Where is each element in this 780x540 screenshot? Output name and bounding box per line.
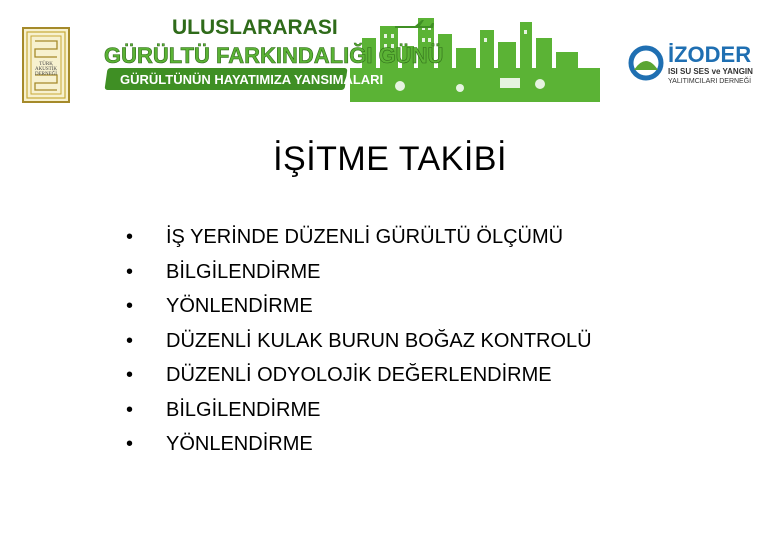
bullet-icon: • [126, 398, 134, 421]
list-item [126, 295, 592, 330]
logo-text-1: TÜRK [39, 62, 53, 67]
izoder-sub2: YALITIMCILARI DERNEĞİ [668, 78, 752, 85]
list-item-text: DÜZENLİ ODYOLOJİK DEĞERLENDİRME [166, 364, 552, 386]
bullet-icon: • [126, 226, 134, 248]
slide-title: İŞİTME TAKİBİ [273, 140, 507, 178]
izoder-sub1: ISI SU SES ve YANGIN [668, 67, 753, 76]
bullet-icon: • [126, 433, 134, 455]
list-item [126, 330, 592, 365]
logo-text-3: DERNEĞİ [35, 72, 57, 77]
list-item-text: YÖNLENDİRME [166, 433, 313, 455]
banner-line3: GÜRÜLTÜNÜN HAYATIMIZA YANSIMALARI [120, 72, 384, 87]
izoder-name: İZODER [668, 42, 752, 67]
list-item [126, 364, 592, 399]
list-item [126, 399, 592, 434]
noise-awareness-day-banner [100, 8, 610, 106]
bullet-list [126, 226, 592, 468]
banner-line2: GÜRÜLTÜ FARKINDALIĞI GÜNÜ [104, 43, 444, 68]
izoder-logo [628, 38, 760, 88]
bullet-icon: • [126, 295, 134, 317]
list-item-text: İŞ YERİNDE DÜZENLİ GÜRÜLTÜ ÖLÇÜMÜ [166, 226, 564, 248]
list-item-text: DÜZENLİ KULAK BURUN BOĞAZ KONTROLÜ [166, 329, 592, 352]
list-item [126, 261, 592, 296]
list-item [126, 433, 592, 468]
bullet-icon: • [126, 260, 134, 283]
list-item-text: BİLGİLENDİRME [166, 260, 321, 283]
bullet-icon: • [126, 364, 134, 386]
turk-akustik-dernegi-logo [22, 27, 70, 103]
banner-line1: ULUSLARARASI [172, 16, 338, 39]
list-item-text: BİLGİLENDİRME [166, 398, 321, 421]
logo-text-2: AKUSTİK [35, 67, 57, 72]
bullet-icon: • [126, 329, 134, 352]
list-item-text: YÖNLENDİRME [166, 295, 313, 317]
list-item [126, 226, 592, 261]
